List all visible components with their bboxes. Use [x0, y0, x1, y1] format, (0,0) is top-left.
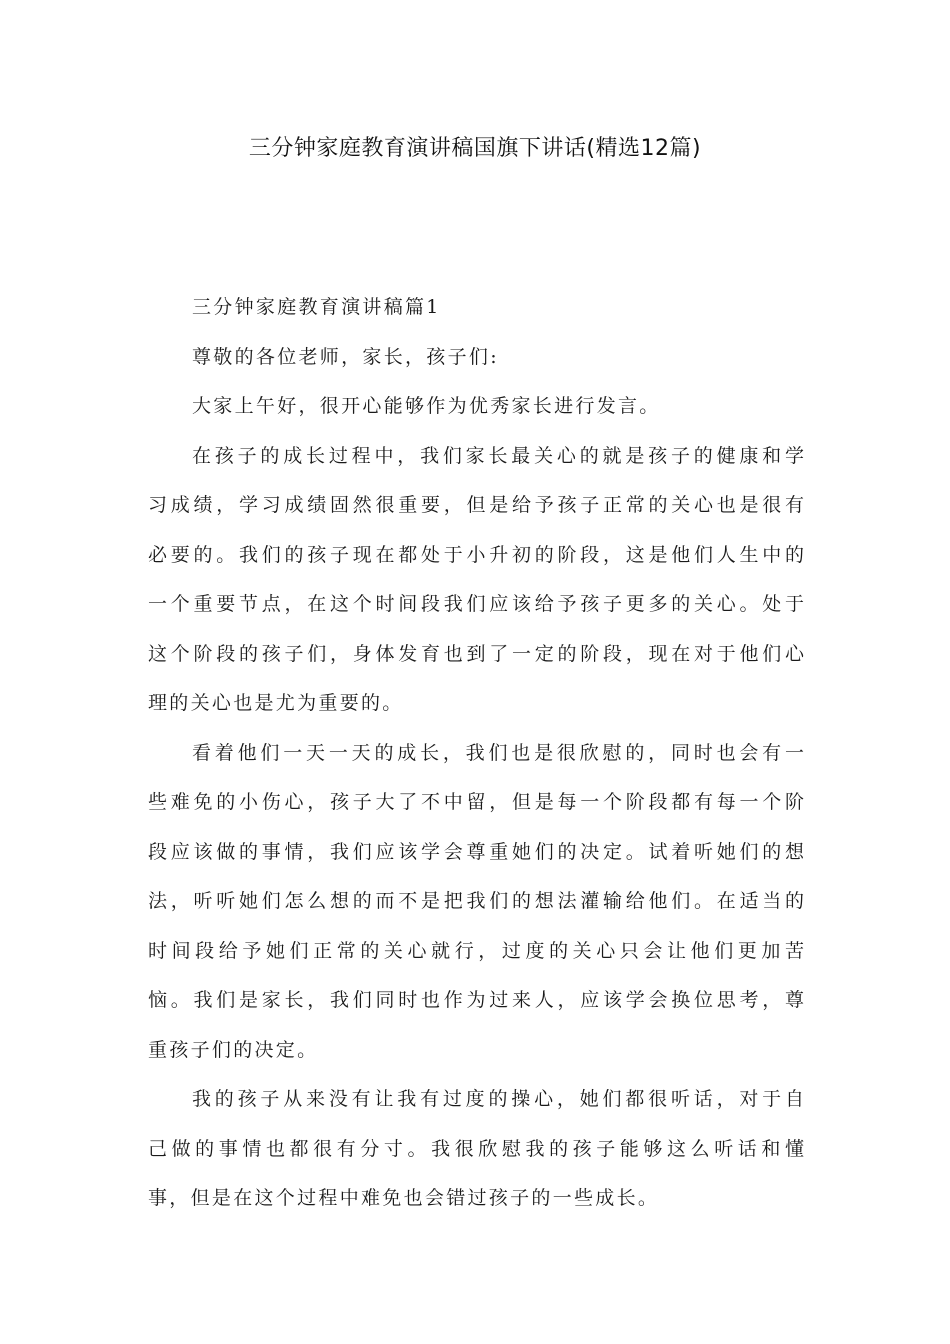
greeting: 大家上午好，很开心能够作为优秀家长进行发言。 [192, 395, 661, 417]
paragraph-line: 法，听听她们怎么想的而不是把我们的想法灌输给他们。在适当的 [148, 890, 804, 912]
paragraph-line: 时间段给予她们正常的关心就行，过度的关心只会让他们更加苦 [148, 939, 804, 962]
paragraph-line: 一个重要节点，在这个时间段我们应该给予孩子更多的关心。处于 [148, 593, 804, 615]
paragraph-line: 习成绩，学习成绩固然很重要，但是给予孩子正常的关心也是很有 [148, 494, 804, 516]
paragraph-line: 些难免的小伤心，孩子大了不中留，但是每一个阶段都有每一个阶 [148, 791, 804, 813]
paragraph-line: 段应该做的事情，我们应该学会尊重她们的决定。试着听她们的想 [148, 840, 804, 863]
paragraph-line: 恼。我们是家长，我们同时也作为过来人，应该学会换位思考，尊 [148, 989, 804, 1011]
paragraph-line: 在孩子的成长过程中，我们家长最关心的就是孩子的健康和学 [192, 444, 804, 467]
paragraph-line: 己做的事情也都很有分寸。我很欣慰我的孩子能够这么听话和懂 [148, 1137, 804, 1160]
paragraph [148, 1075, 804, 1224]
salutation: 尊敬的各位老师，家长，孩子们: [192, 345, 499, 368]
paragraph-line: 我的孩子从来没有让我有过度的操心，她们都很听话，对于自 [192, 1088, 804, 1110]
paragraph-line: 事，但是在这个过程中难免也会错过孩子的一些成长。 [148, 1187, 660, 1209]
paragraph-line: 必要的。我们的孩子现在都处于小升初的阶段，这是他们人生中的 [148, 543, 804, 566]
document-title: 三分钟家庭教育演讲稿国旗下讲话(精选12篇) [248, 136, 702, 161]
section-heading: 三分钟家庭教育演讲稿篇1 [192, 296, 441, 318]
document-body [148, 283, 804, 1224]
paragraph [148, 729, 804, 1076]
paragraph-line: 理的关心也是尤为重要的。 [148, 692, 404, 714]
paragraph-line: 看着他们一天一天的成长，我们也是很欣慰的，同时也会有一 [192, 741, 804, 764]
paragraph-line: 这个阶段的孩子们，身体发育也到了一定的阶段，现在对于他们心 [148, 642, 804, 665]
paragraph [148, 432, 804, 729]
paragraph-line: 重孩子们的决定。 [148, 1038, 319, 1061]
